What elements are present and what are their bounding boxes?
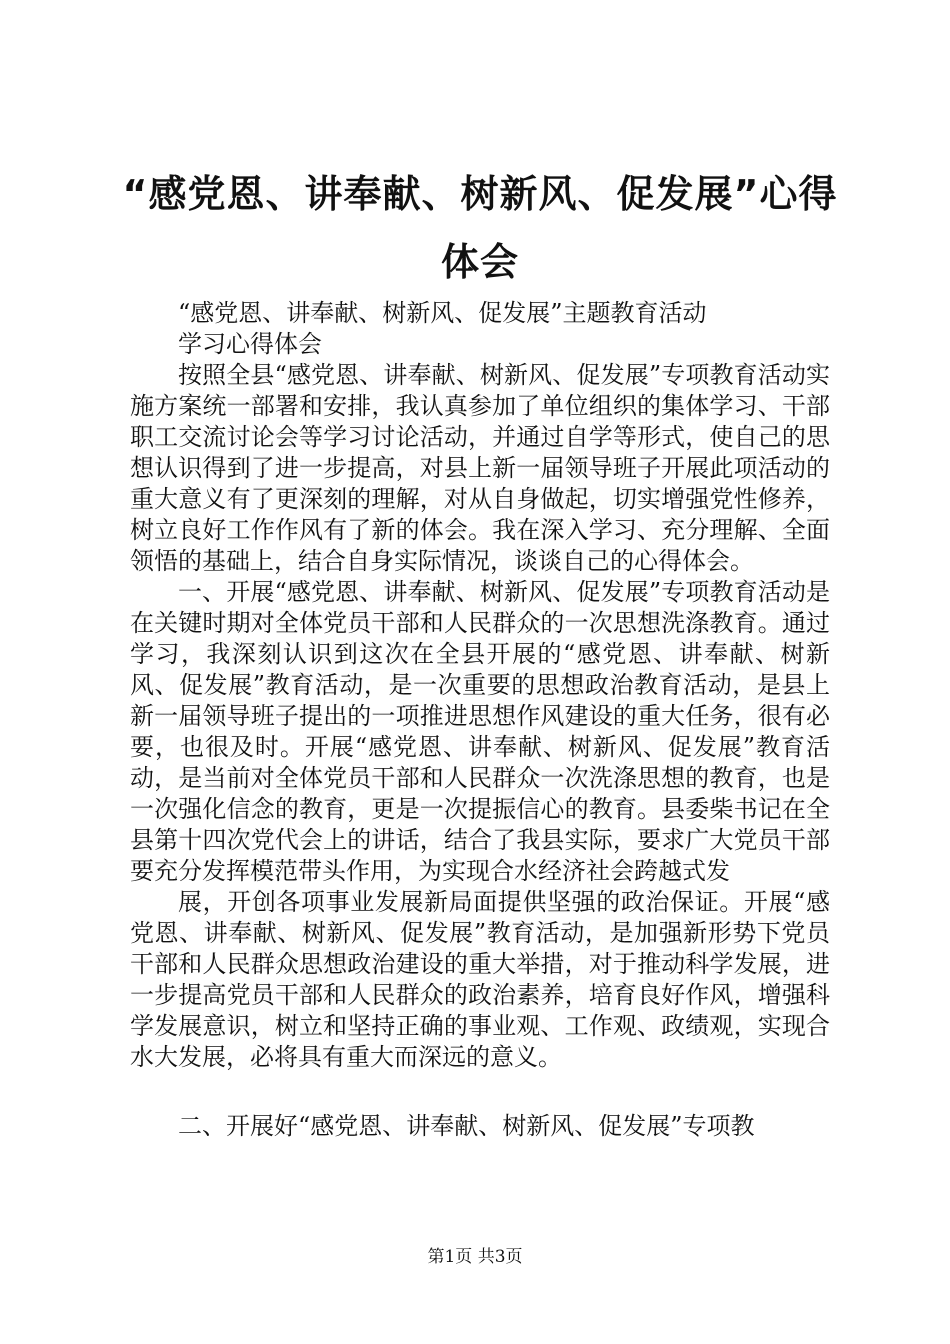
paragraph-4: 二、开展好“感党恩、讲奉献、树新风、促发展”专项教 [178, 1112, 755, 1140]
document-body [130, 298, 830, 1142]
document-title: “感党恩、讲奉献、树新风、促发展”心得体会 [122, 172, 838, 284]
paragraph-2: 一、开展“感党恩、讲奉献、树新风、促发展”专项教育活动是在关键时期对全体党员干部和人民群众的一次思想洗涤教育。通过学习，我深刻认识到这次在全县开展的“感党恩、讲奉献、树新风、促发展”教育活动，是一次重要的思想政治教育活动，是县上新一届领导班子提出的一项推进思想作风建设的重大任务，很有必要，也很及时。开展“感党恩、讲奉献、树新风、促发展”教育活动，是当前对全体党员干部和人民群众一次洗涤思想的教育，也是一次强化信念的教育，更是一次提振信心的教育。县委柴书记在全县第十四次党代会上的讲话，结合了我县实际，要求广大党员干部要充分发挥模范带头作用，为实现合水经济社会跨越式发 [130, 578, 830, 885]
subtitle-line-2: 学习心得体会 [178, 330, 322, 358]
page-indicator: 第1页 共3页 [427, 1247, 523, 1267]
subtitle-line-1: “感党恩、讲奉献、树新风、促发展”主题教育活动 [178, 299, 707, 327]
paragraph-1: 按照全县“感党恩、讲奉献、树新风、促发展”专项教育活动实施方案统一部署和安排，我认真参加了单位组织的集体学习、干部职工交流讨论会等学习讨论活动，并通过自学等形式，使自己的思想认识得到了进一步提高，对县上新一届领导班子开展此项活动的重大意义有了更深刻的理解，对从自身做起，切实增强党性修养，树立良好工作作风有了新的体会。我在深入学习、充分理解、全面领悟的基础上，结合自身实际情况，谈谈自己的心得体会。 [130, 361, 830, 575]
paragraph-3: 展，开创各项事业发展新局面提供坚强的政治保证。开展“感党恩、讲奉献、树新风、促发展”教育活动，是加强新形势下党员干部和人民群众思想政治建设的重大举措，对于推动科学发展，进一步提高党员干部和人民群众的政治素养，培育良好作风，增强科学发展意识，树立和坚持正确的事业观、工作观、政绩观，实现合水大发展，必将具有重大而深远的意义。 [130, 888, 830, 1071]
